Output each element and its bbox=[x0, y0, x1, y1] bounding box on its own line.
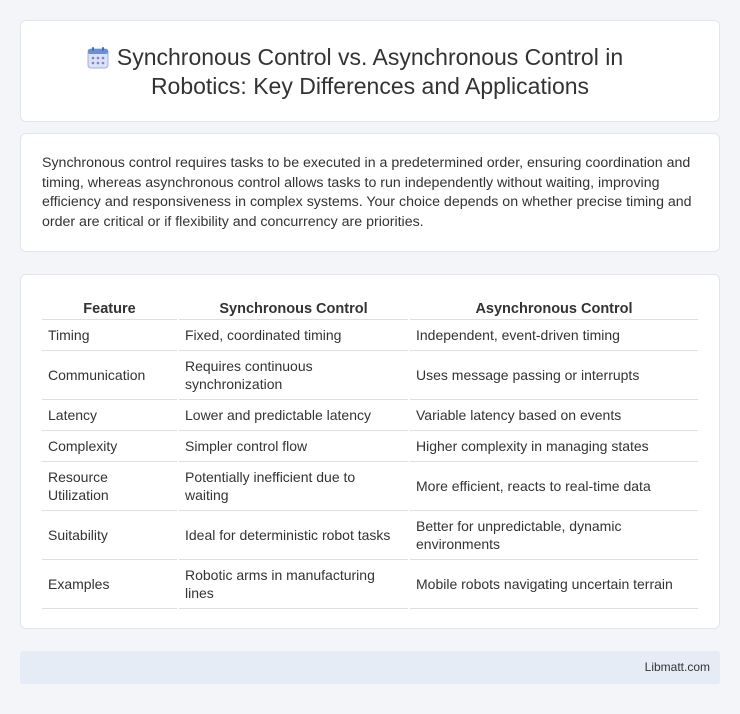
comparison-table bbox=[42, 297, 698, 609]
footer-site-name[interactable]: Libmatt.com bbox=[644, 660, 710, 674]
table-cell-asynchronous: Variable latency based on events bbox=[409, 399, 698, 430]
table-row bbox=[42, 559, 698, 608]
page-title: Synchronous Control vs. Asynchronous Control in Robotics: Key Differences and Applications bbox=[116, 44, 624, 99]
intro-card bbox=[20, 133, 720, 252]
table-row bbox=[42, 510, 698, 559]
table-cell-synchronous: Simpler control flow bbox=[178, 430, 409, 461]
table-row bbox=[42, 461, 698, 510]
table-cell-synchronous: Fixed, coordinated timing bbox=[178, 319, 409, 350]
footer-bar bbox=[20, 651, 720, 684]
table-cell-feature: Communication bbox=[42, 350, 178, 399]
intro-paragraph: Synchronous control requires tasks to be executed in a predetermined order, ensuring coordination and timing, whereas asynchronous control allows tasks to run independently without waiting, improving efficiency and responsiveness in complex systems. Your choice depends on whether precise timing and order are critical or if flexibility and concurrency are priorities. bbox=[42, 155, 692, 230]
table-cell-asynchronous: Better for unpredictable, dynamic environments bbox=[409, 510, 698, 559]
table-cell-synchronous: Potentially inefficient due to waiting bbox=[178, 461, 409, 510]
comparison-card bbox=[20, 274, 720, 629]
table-row bbox=[42, 350, 698, 399]
column-header-feature: Feature bbox=[42, 297, 178, 319]
table-cell-feature: Suitability bbox=[42, 510, 178, 559]
table-row bbox=[42, 319, 698, 350]
column-header-synchronous: Synchronous Control bbox=[178, 297, 409, 319]
table-header-row bbox=[42, 297, 698, 319]
table-cell-asynchronous: Mobile robots navigating uncertain terrain bbox=[409, 559, 698, 608]
table-cell-asynchronous: Higher complexity in managing states bbox=[409, 430, 698, 461]
table-row bbox=[42, 399, 698, 430]
table-cell-feature: Timing bbox=[42, 319, 178, 350]
table-cell-feature: Complexity bbox=[42, 430, 178, 461]
table-cell-asynchronous: Uses message passing or interrupts bbox=[409, 350, 698, 399]
table-cell-synchronous: Lower and predictable latency bbox=[178, 399, 409, 430]
column-header-asynchronous: Asynchronous Control bbox=[409, 297, 698, 319]
title-card bbox=[20, 20, 720, 122]
table-cell-feature: Latency bbox=[42, 399, 178, 430]
table-row bbox=[42, 430, 698, 461]
table-cell-asynchronous: Independent, event-driven timing bbox=[409, 319, 698, 350]
table-cell-synchronous: Ideal for deterministic robot tasks bbox=[178, 510, 409, 559]
table-cell-synchronous: Robotic arms in manufacturing lines bbox=[178, 559, 409, 608]
table-cell-synchronous: Requires continuous synchronization bbox=[178, 350, 409, 399]
table-cell-asynchronous: More efficient, reacts to real-time data bbox=[409, 461, 698, 510]
table-cell-feature: Examples bbox=[42, 559, 178, 608]
table-cell-feature: Resource Utilization bbox=[42, 461, 178, 510]
